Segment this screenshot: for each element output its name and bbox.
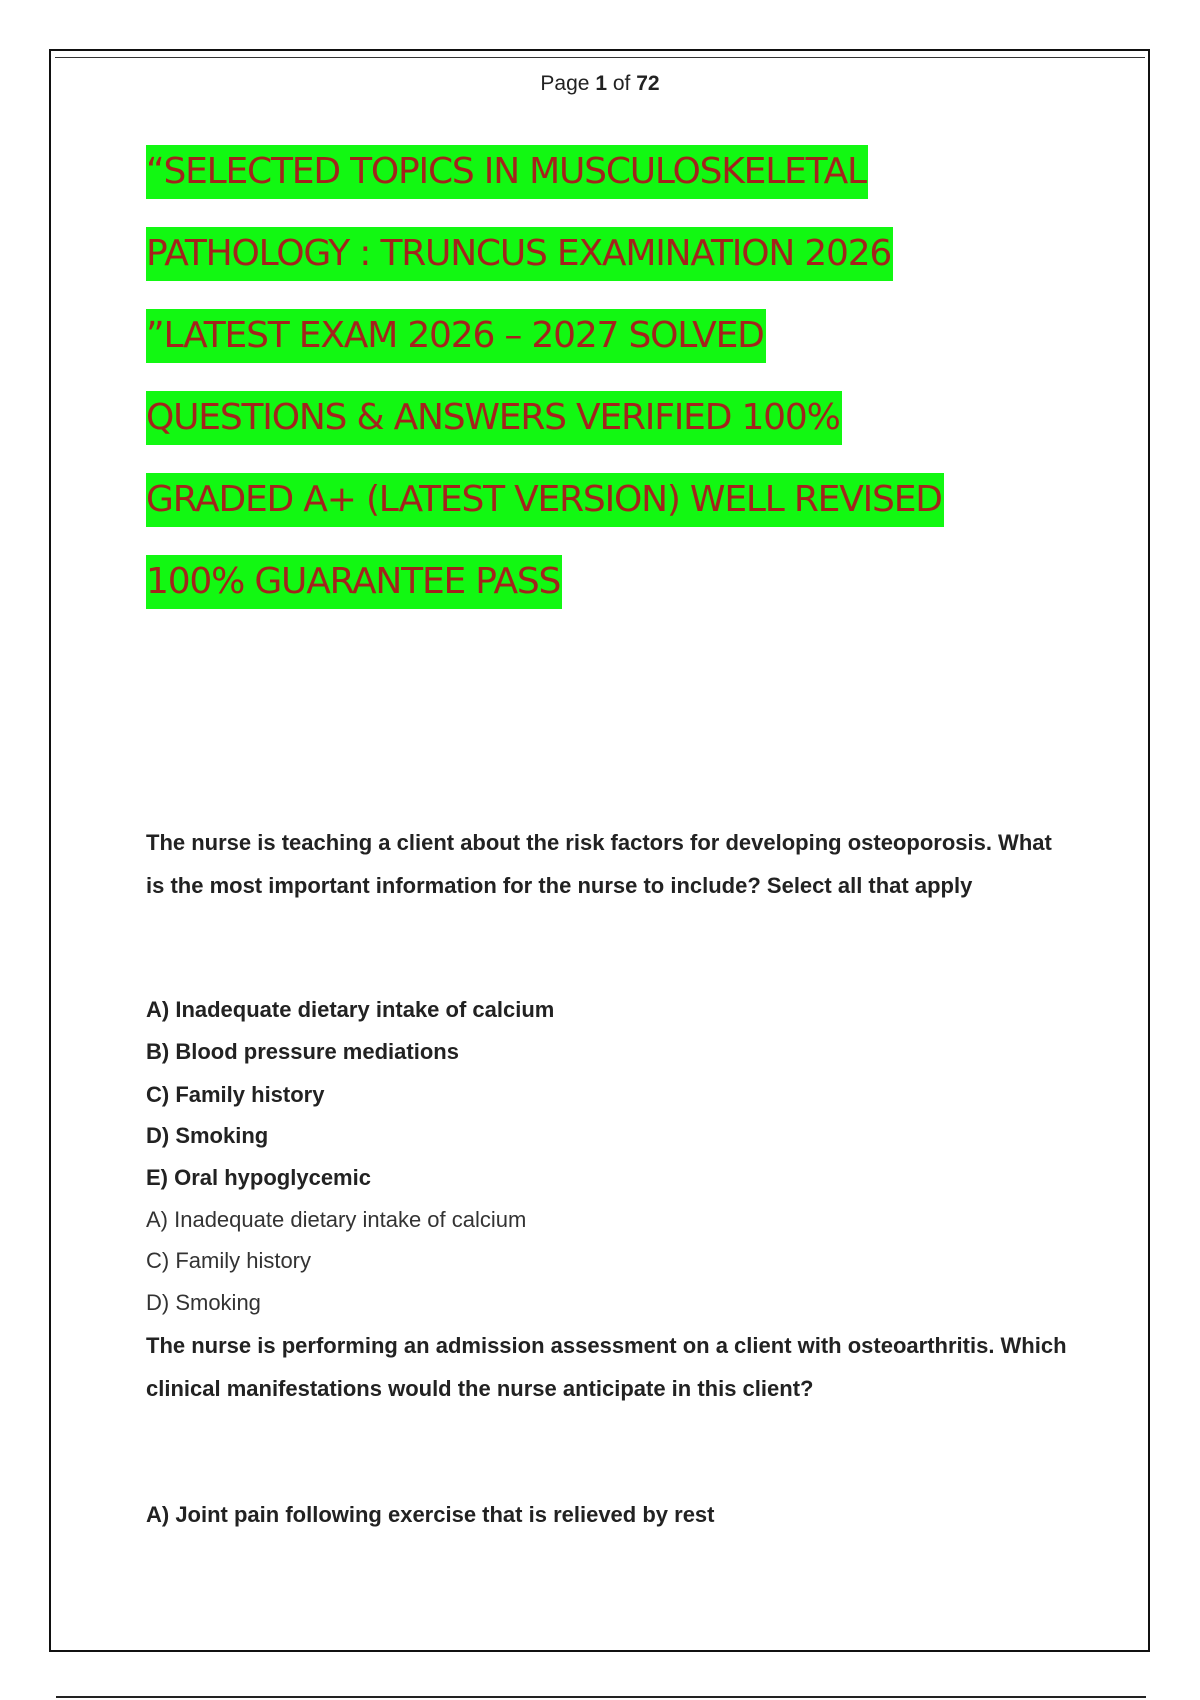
- total-pages: 72: [636, 72, 660, 95]
- of-label: of: [612, 72, 631, 95]
- question-1-answer-d: D) Smoking: [146, 1290, 261, 1315]
- question-1-option-a: A) Inadequate dietary intake of calcium: [146, 997, 555, 1022]
- question-2-text: The nurse is performing an admission assessment on a client with osteoarthritis. Which clinical manifestations would the nurse anticipate in this client?: [146, 1333, 1067, 1401]
- title-line-text: PATHOLOGY : TRUNCUS EXAMINATION 2026: [146, 227, 893, 281]
- document-title: [146, 145, 1106, 637]
- title-line: [146, 473, 1106, 555]
- title-line-text: “SELECTED TOPICS IN MUSCULOSKELETAL: [146, 145, 868, 199]
- title-line: [146, 391, 1106, 473]
- title-line: [146, 145, 1106, 227]
- question-2-option-a: A) Joint pain following exercise that is relieved by rest: [146, 1502, 715, 1527]
- title-line: [146, 227, 1106, 309]
- title-line-text: 100% GUARANTEE PASS: [146, 555, 562, 609]
- title-line-text: QUESTIONS & ANSWERS VERIFIED 100%: [146, 391, 842, 445]
- question-1-option-e: E) Oral hypoglycemic: [146, 1165, 371, 1190]
- question-1-option-c: C) Family history: [146, 1082, 325, 1107]
- current-page: 1: [595, 72, 607, 95]
- page-number: [0, 72, 1200, 96]
- next-page-edge: [56, 1696, 1146, 1698]
- question-1-option-d: D) Smoking: [146, 1123, 269, 1148]
- question-1-answer-a: A) Inadequate dietary intake of calcium: [146, 1207, 527, 1232]
- question-1-text: The nurse is teaching a client about the risk factors for developing osteoporosis. What is the most important information for the nurse to include? Select all that apply: [146, 830, 1052, 898]
- title-line: [146, 309, 1106, 391]
- question-1-answer-c: C) Family history: [146, 1248, 312, 1273]
- title-line-text: GRADED A+ (LATEST VERSION) WELL REVISED: [146, 473, 944, 527]
- page-label: Page: [540, 72, 590, 95]
- title-line-text: ”LATEST EXAM 2026 – 2027 SOLVED: [146, 309, 766, 363]
- title-line: [146, 555, 1106, 637]
- question-1-option-b: B) Blood pressure mediations: [146, 1039, 459, 1064]
- frame-top-rule: [55, 57, 1145, 58]
